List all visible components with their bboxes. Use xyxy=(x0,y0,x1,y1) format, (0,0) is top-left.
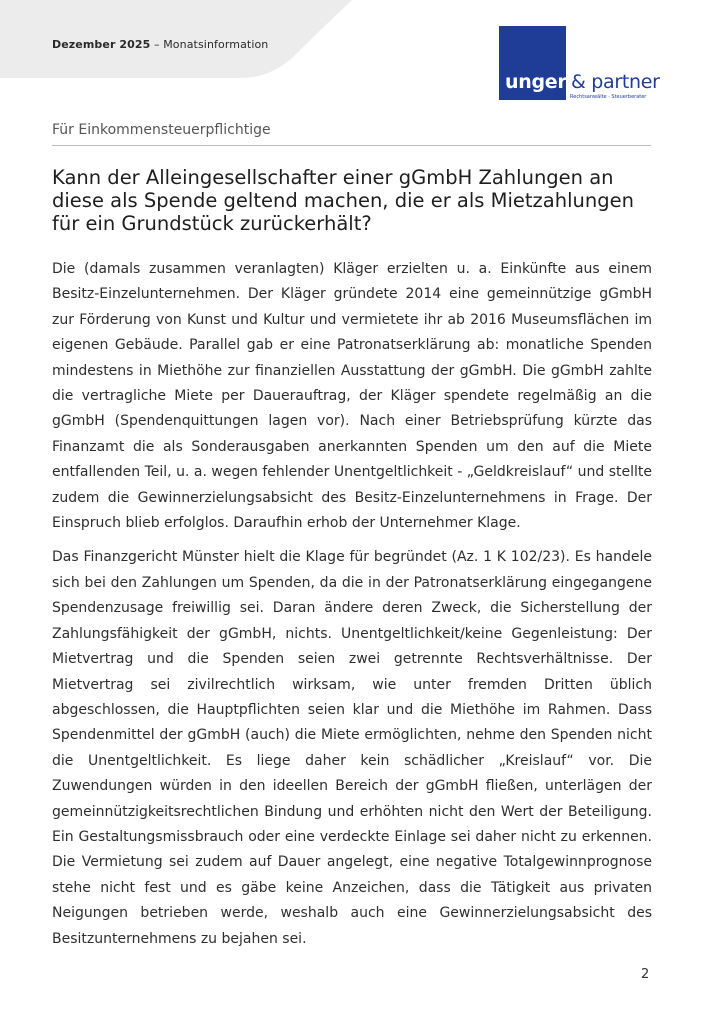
article-headline: Kann der Alleingesellschafter einer gGmbH Zahlungen an diese als Spende geltend machen, die er als Mietzahlungen für ein Grundstück zurückerhält? xyxy=(52,166,634,235)
article-body xyxy=(52,257,652,961)
section-category: Für Einkommensteuerpflichtige xyxy=(52,122,271,138)
logo-tagline: Rechtsanwälte · Steuerberater xyxy=(570,94,647,100)
header-publication: Monatsinformation xyxy=(163,38,269,51)
paragraph-1: Die (damals zusammen veranlagten) Kläger erzielten u. a. Einkünfte aus einem Besitz-Einzelunternehmen. Der Kläger gründete 2014 eine gemeinnützige gGmbH zur Förderung von Kunst und Kultur und vermietete ihr ab 2016 Museumsflächen im eigenen Gebäude. Parallel gab er eine Patronatserklärung ab: monatliche Spenden mindestens in Miethöhe zur finanziellen Ausstattung der gGmbH. Die gGmbH zahlte die vertragliche Miete per Dauerauftrag, der Kläger spendete regelmäßig an die gGmbH (Spendenquittungen lagen vor). Nach einer Betriebsprüfung kürzte das Finanzamt die als Sonderausgaben anerkannten Spenden um den auf die Miete entfallenden Teil, u. a. wegen fehlender Unentgeltlichkeit - „Geldkreislauf“ und stellte zudem die Gewinnerzielungsabsicht des Besitz-Einzelunternehmens in Frage. Der Einspruch blieb erfolglos. Daraufhin erhob der Unternehmer Klage. xyxy=(52,261,652,532)
company-logo xyxy=(499,26,659,102)
logo-name-rest: & partner xyxy=(571,71,660,93)
header-date: Dezember 2025 xyxy=(52,38,151,51)
page-number: 2 xyxy=(641,967,650,982)
logo-name-box: unger xyxy=(505,71,567,93)
header-separator: – xyxy=(150,38,164,51)
paragraph-2: Das Finanzgericht Münster hielt die Klage für begründet (Az. 1 K 102/23). Es handele sich bei den Zahlungen um Spenden, da die in der Patronatserklärung eingegangene Spendenzusage freiwillig sei. Daran ändere deren Zweck, die Sicherstellung der Zahlungsfähigkeit der gGmbH, nichts. Unentgeltlichkeit/keine Gegenleistung: Der Mietvertrag und die Spenden seien zwei getrennte Rechtsverhältnisse. Der Mietvertrag sei zivilrechtlich wirksam, wie unter fremden Dritten üblich abgeschlossen, die Hauptpflichten seien klar und die Miethöhe im Rahmen. Dass Spendenmittel der gGmbH (auch) die Miete ermöglichten, nehme den Spenden nicht die Unentgeltlichkeit. Es liege daher kein schädlicher „Kreislauf“ vor. Die Zuwendungen würden in den ideellen Bereich der gGmbH fließen, unterlägen der gemeinnützigkeitsrechtlichen Bindung und erhöhten nicht den Wert der Beteiligung. Ein Gestaltungsmissbrauch oder eine verdeckte Einlage sei daher nicht zu erkennen. Die Vermietung sei zudem auf Dauer angelegt, eine negative Totalgewinnprognose stehe nicht fest und es gäbe keine Anzeichen, dass die Tätigkeit aus privaten Neigungen betrieben werde, weshalb auch eine Gewinnerzielungsabsicht des Besitzunternehmens zu bejahen sei. xyxy=(52,549,652,947)
header-line xyxy=(52,38,268,51)
divider xyxy=(52,145,651,146)
